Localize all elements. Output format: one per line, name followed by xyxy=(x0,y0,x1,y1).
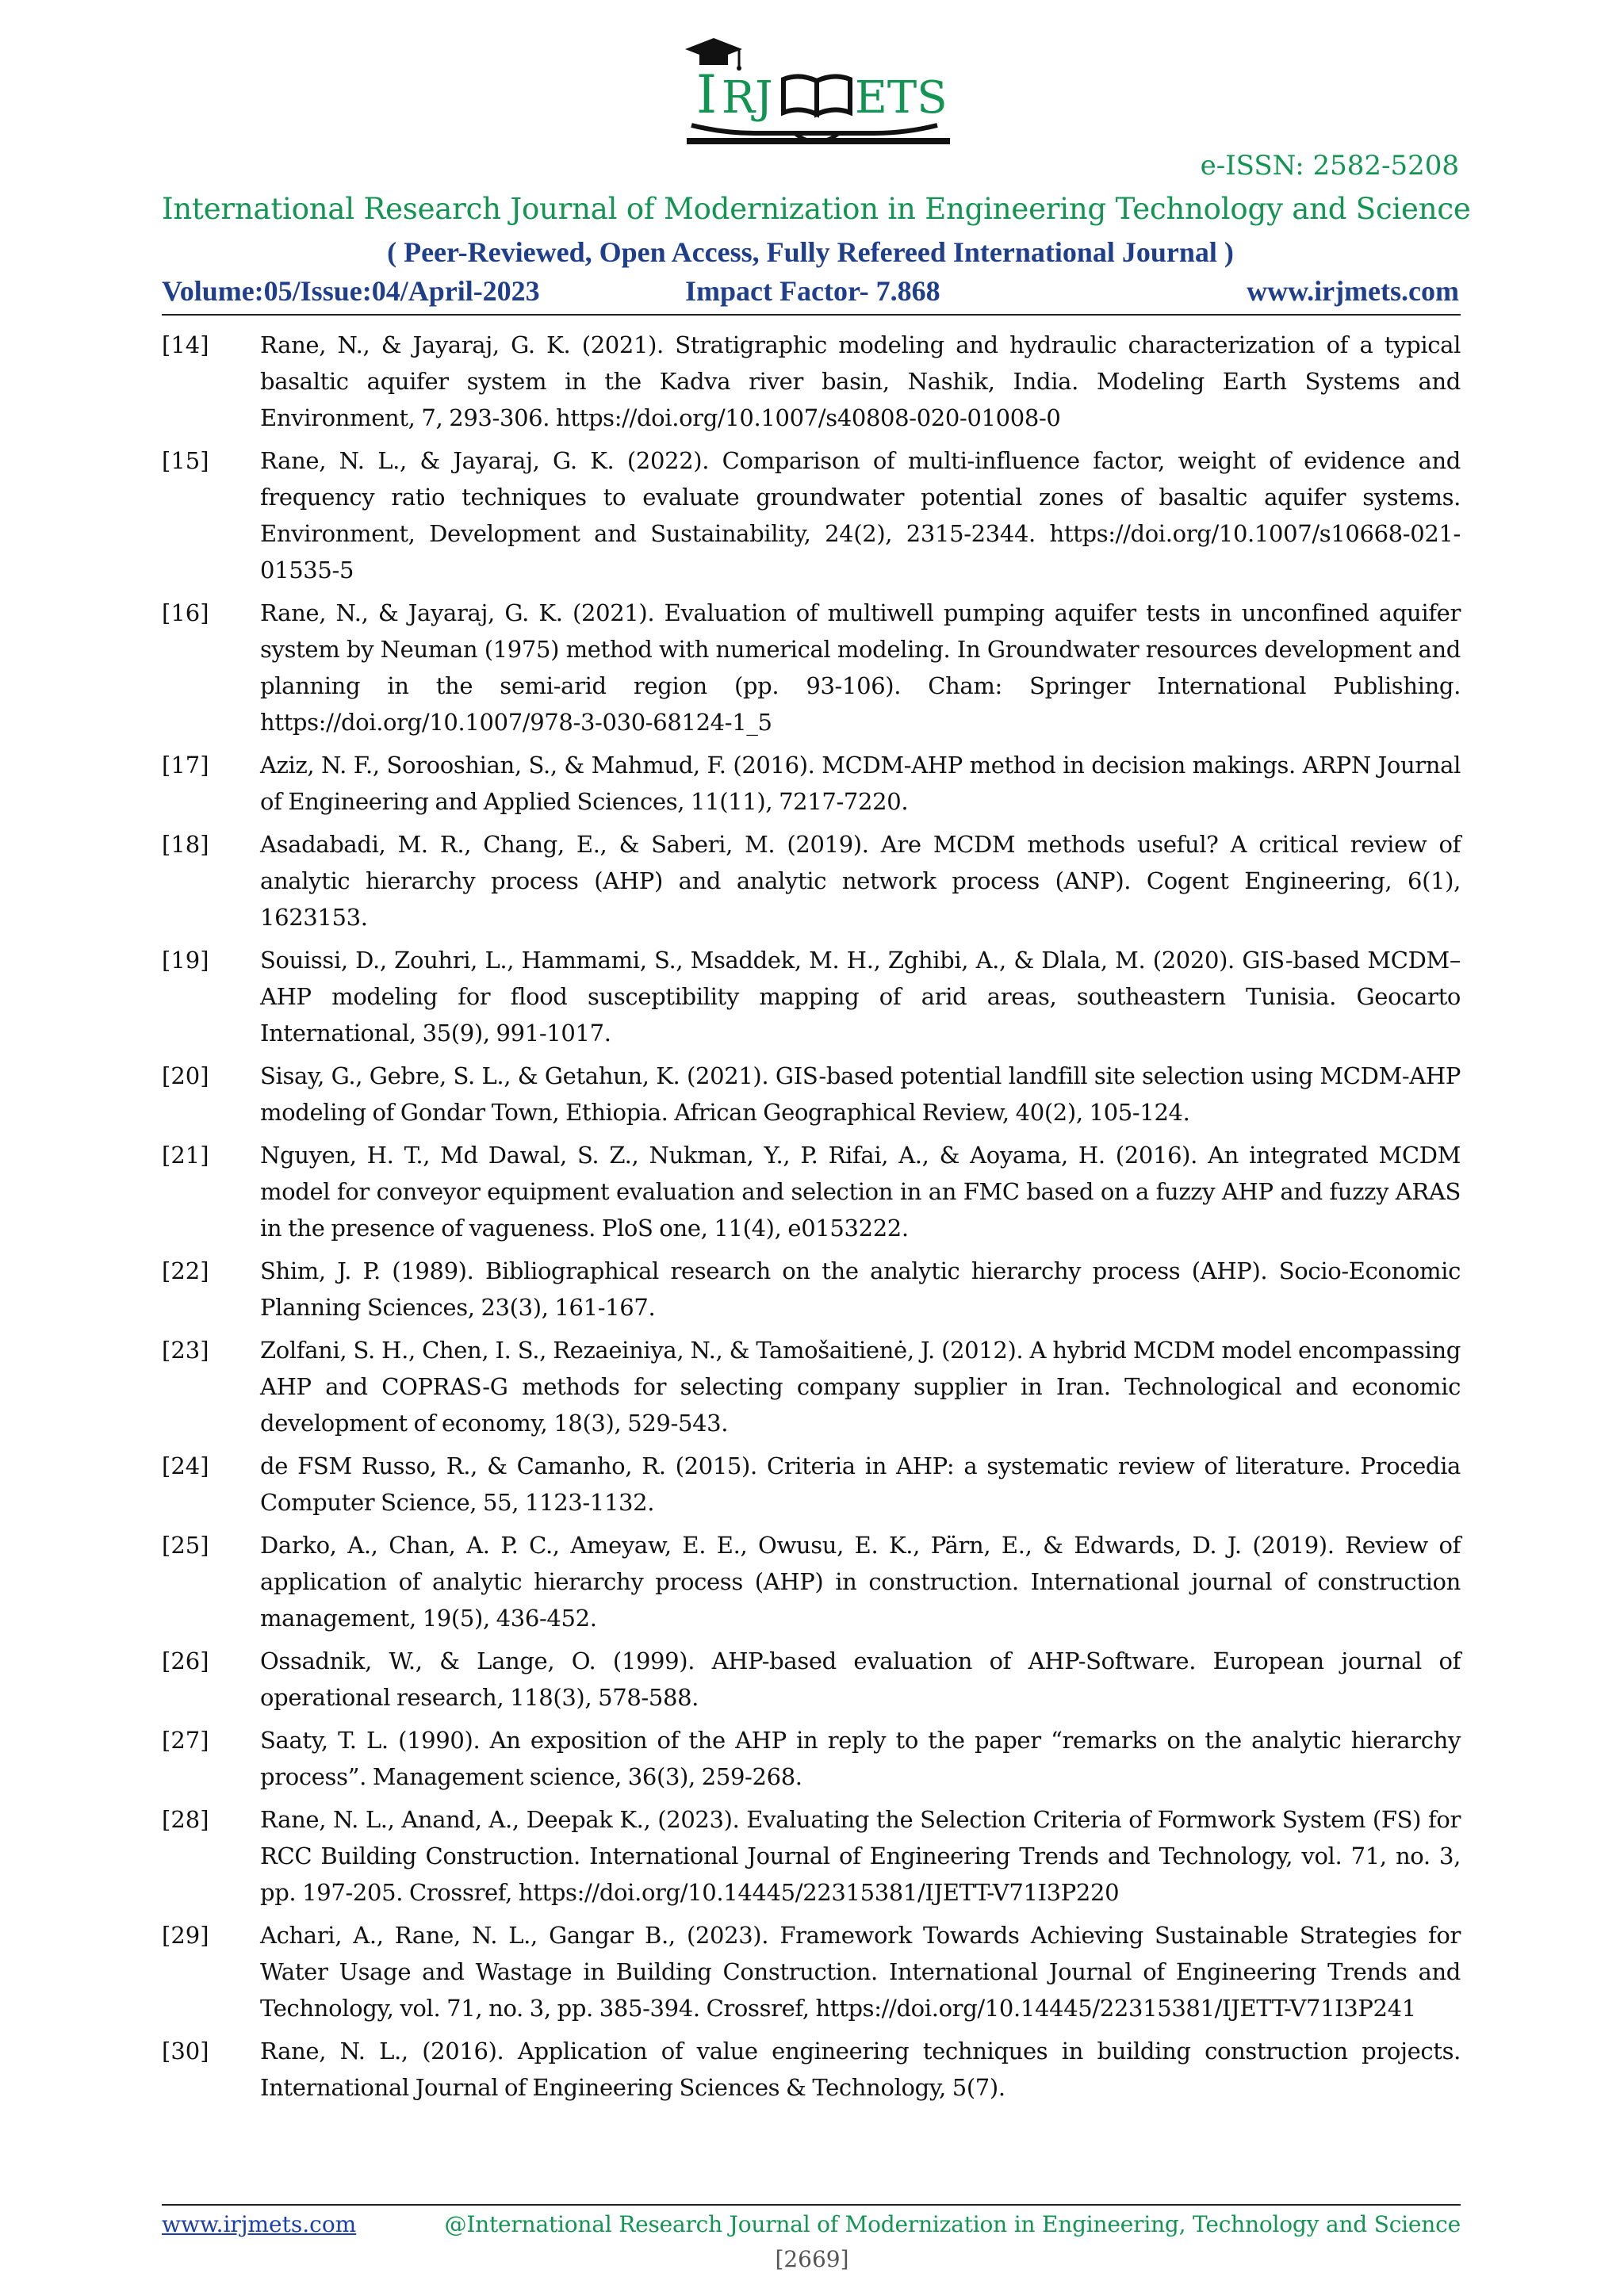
reference-text: Achari, A., Rane, N. L., Gangar B., (2023). Framework Towards Achieving Sustainable Strategies for Water Usage and Wastage in Building Construction. International Journal of Engineering Trends and Technology, vol. 71, no. 3, pp. 385-394. Crossref, https://doi.org/10.14445/22315381/IJETT-V71I3P241 xyxy=(260,1922,1461,2022)
reference-number: [25] xyxy=(162,1532,209,1559)
reference-number: [22] xyxy=(162,1257,209,1284)
svg-text:ETS: ETS xyxy=(855,72,948,124)
reference-text: Rane, N. L., Anand, A., Deepak K., (2023). Evaluating the Selection Criteria of Formwork System (FS) for RCC Building Construction. International Journal of Engineering Trends and Technology, vol. 71, no. 3, pp. 197-205. Crossref, https://doi.org/10.14445/22315381/IJETT-V71I3P220 xyxy=(260,1806,1461,1906)
reference-item xyxy=(162,2033,1461,2106)
page-number: [2669] xyxy=(775,2246,849,2272)
reference-number: [20] xyxy=(162,1062,209,1089)
reference-text: de FSM Russo, R., & Camanho, R. (2015). Criteria in AHP: a systematic review of literature. Procedia Computer Science, 55, 1123-1132. xyxy=(260,1452,1461,1516)
reference-number: [17] xyxy=(162,752,209,779)
reference-item xyxy=(162,1801,1461,1911)
irjmets-logo xyxy=(676,32,961,170)
reference-text: Ossadnik, W., & Lange, O. (1999). AHP-based evaluation of AHP-Software. European journal of operational research, 118(3), 578-588. xyxy=(260,1647,1461,1711)
reference-text: Shim, J. P. (1989). Bibliographical research on the analytic hierarchy process (AHP). Socio-Economic Planning Sciences, 23(3), 161-167. xyxy=(260,1257,1461,1321)
reference-number: [19] xyxy=(162,947,209,974)
journal-title: International Research Journal of Modernization in Engineering Technology and Science xyxy=(162,192,1471,226)
reference-text: Rane, N., & Jayaraj, G. K. (2021). Stratigraphic modeling and hydraulic characterization of a typical basaltic aquifer system in the Kadva river basin, Nashik, India. Modeling Earth Systems and Environment, 7, 293-306. https://doi.org/10.1007/s40808-020-01008-0 xyxy=(260,331,1461,431)
reference-number: [15] xyxy=(162,447,209,474)
impact-factor: Impact Factor- 7.868 xyxy=(685,275,940,307)
reference-item xyxy=(162,1332,1461,1441)
reference-number: [21] xyxy=(162,1142,209,1169)
reference-text: Souissi, D., Zouhri, L., Hammami, S., Msaddek, M. H., Zghibi, A., & Dlala, M. (2020). GIS-based MCDM–AHP modeling for flood susceptibility mapping of arid areas, southeastern Tunisia. Geocarto International, 35(9), 991-1017. xyxy=(260,947,1461,1047)
reference-number: [30] xyxy=(162,2038,209,2064)
svg-text:RJ: RJ xyxy=(722,72,773,124)
open-book-icon xyxy=(783,76,850,114)
reference-item xyxy=(162,1643,1461,1716)
svg-text:I: I xyxy=(696,64,718,125)
footer-divider xyxy=(162,2204,1461,2206)
reference-text: Zolfani, S. H., Chen, I. S., Rezaeiniya, N., & Tamošaitienė, J. (2012). A hybrid MCDM model encompassing AHP and COPRAS-G methods for selecting company supplier in Iran. Technological and economic development of economy, 18(3), 529-543. xyxy=(260,1337,1461,1437)
issue-meta-row xyxy=(162,277,1459,308)
reference-text: Saaty, T. L. (1990). An exposition of the AHP in reply to the paper “remarks on the analytic hierarchy process”. Management science, 36(3), 259-268. xyxy=(260,1727,1461,1790)
reference-number: [29] xyxy=(162,1922,209,1949)
reference-number: [26] xyxy=(162,1647,209,1674)
reference-number: [27] xyxy=(162,1727,209,1754)
reference-number: [24] xyxy=(162,1452,209,1479)
reference-text: Darko, A., Chan, A. P. C., Ameyaw, E. E., Owusu, E. K., Pärn, E., & Edwards, D. J. (2019). Review of application of analytic hierarchy process (AHP) in construction. International journal of construction management, 19(5), 436-452. xyxy=(260,1532,1461,1632)
reference-number: [14] xyxy=(162,331,209,358)
reference-item xyxy=(162,747,1461,820)
reference-item xyxy=(162,942,1461,1051)
reference-text: Aziz, N. F., Sorooshian, S., & Mahmud, F. (2016). MCDM-AHP method in decision makings. ARPN Journal of Engineering and Applied Sciences, 11(11), 7217-7220. xyxy=(260,752,1461,815)
reference-text: Asadabadi, M. R., Chang, E., & Saberi, M. (2019). Are MCDM methods useful? A critical review of analytic hierarchy process (AHP) and analytic network process (ANP). Cogent Engineering, 6(1), 1623153. xyxy=(260,831,1461,931)
reference-item xyxy=(162,1448,1461,1521)
header-website-link[interactable]: www.irjmets.com xyxy=(1247,275,1459,307)
reference-item xyxy=(162,442,1461,588)
reference-item xyxy=(162,1137,1461,1246)
reference-number: [23] xyxy=(162,1337,209,1364)
reference-number: [28] xyxy=(162,1806,209,1833)
header-divider xyxy=(162,314,1461,316)
reference-item xyxy=(162,1527,1461,1636)
reference-item xyxy=(162,327,1461,436)
reference-item xyxy=(162,1058,1461,1131)
reference-item xyxy=(162,1722,1461,1795)
reference-item xyxy=(162,1917,1461,2026)
journal-subtitle: ( Peer-Reviewed, Open Access, Fully Refereed International Journal ) xyxy=(387,236,1234,268)
footer-journal-name: @International Research Journal of Modernization in Engineering, Technology and Science xyxy=(444,2211,1461,2237)
reference-item xyxy=(162,1253,1461,1326)
reference-list xyxy=(162,327,1461,2112)
reference-item xyxy=(162,595,1461,740)
reference-text: Rane, N., & Jayaraj, G. K. (2021). Evaluation of multiwell pumping aquifer tests in unconfined aquifer system by Neuman (1975) method with numerical modeling. In Groundwater resources development and planning in the semi-arid region (pp. 93-106). Cham: Springer International Publishing. https://doi.org/10.1007/978-3-030-68124-1_5 xyxy=(260,599,1461,736)
reference-item xyxy=(162,826,1461,936)
issn: e-ISSN: 2582-5208 xyxy=(1200,150,1459,182)
reference-text: Nguyen, H. T., Md Dawal, S. Z., Nukman, Y., P. Rifai, A., & Aoyama, H. (2016). An integrated MCDM model for conveyor equipment evaluation and selection in an FMC based on a fuzzy AHP and fuzzy ARAS in the presence of vagueness. PloS one, 11(4), e0153222. xyxy=(260,1142,1461,1242)
reference-number: [18] xyxy=(162,831,209,858)
footer-website-link[interactable]: www.irjmets.com xyxy=(162,2211,357,2237)
reference-number: [16] xyxy=(162,599,209,626)
reference-text: Sisay, G., Gebre, S. L., & Getahun, K. (2021). GIS-based potential landfill site selection using MCDM-AHP modeling of Gondar Town, Ethiopia. African Geographical Review, 40(2), 105-124. xyxy=(260,1062,1461,1126)
volume-issue: Volume:05/Issue:04/April-2023 xyxy=(162,275,540,307)
reference-text: Rane, N. L., & Jayaraj, G. K. (2022). Comparison of multi-influence factor, weight of evidence and frequency ratio techniques to evaluate groundwater potential zones of basaltic aquifer systems. Environment, Development and Sustainability, 24(2), 2315-2344. https://doi.org/10.1007/s10668-021-01535-5 xyxy=(260,447,1461,584)
reference-text: Rane, N. L., (2016). Application of value engineering techniques in building construction projects. International Journal of Engineering Sciences & Technology, 5(7). xyxy=(260,2038,1461,2101)
